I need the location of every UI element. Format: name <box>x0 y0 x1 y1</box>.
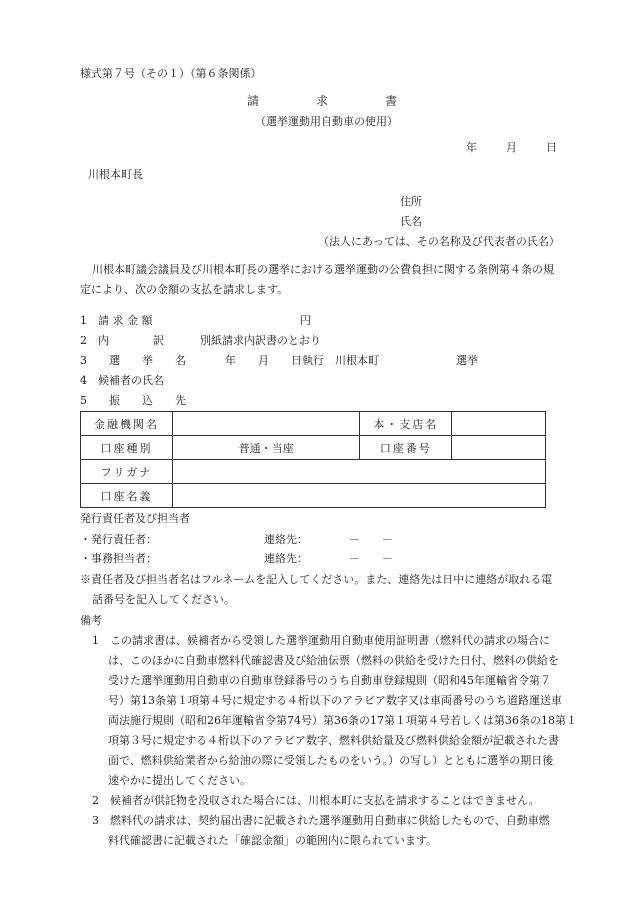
remark-3-line-1: 3 燃料代の請求は、契約届出書に記載された選挙運動用自動車に供給したもので、自動車燃 <box>92 814 550 827</box>
title-char-1: 請 <box>247 94 260 108</box>
remark-1-line-4: 号）第13条第１項第４号に規定する４桁以下のアラビア数字又は車両番号のうち道路運送車 <box>108 694 562 707</box>
bank-account-table <box>80 411 546 508</box>
table-row <box>81 412 546 436</box>
account-number-field[interactable] <box>452 436 546 460</box>
issuer-row: ・発行責任者： 連絡先： － － <box>80 533 393 546</box>
table-row <box>81 436 546 460</box>
remark-1-line-7: 面で、燃料供給業者から給油の際に受領したものをいう。）の写し）とともに選挙の期日後 <box>108 754 554 767</box>
date-month: 月 <box>506 141 517 154</box>
addressee: 川根本町長 <box>88 168 143 181</box>
item-transfer-destination: 5 振 込 先 <box>80 394 186 407</box>
account-holder-field[interactable] <box>173 484 546 508</box>
title-char-2: 求 <box>316 94 329 108</box>
account-type-label: 口座種別 <box>81 436 173 460</box>
responsible-heading: 発行責任者及び担当者 <box>80 512 190 525</box>
clerk-row: ・事務担当者： 連絡先： － － <box>80 552 393 565</box>
date-day: 日 <box>546 141 557 154</box>
furigana-label: フリガナ <box>81 460 173 484</box>
item-candidate-name: 4 候補者の氏名 <box>80 374 164 387</box>
corporation-note: （法人にあっては、その名称及び代表者の氏名） <box>318 235 560 248</box>
table-row <box>81 484 546 508</box>
branch-name-field[interactable] <box>452 412 546 436</box>
item-request-amount: 1 請 求 金 額 円 <box>80 314 311 327</box>
form-number: 様式第７号（その１）（第６条関係） <box>80 67 262 80</box>
title-char-3: 書 <box>385 94 398 108</box>
account-holder-label: 口座名義 <box>81 484 173 508</box>
date-year: 年 <box>466 141 477 154</box>
item-breakdown: 2 内 訳 別紙請求内訳書のとおり <box>80 334 321 347</box>
remarks-heading: 備考 <box>80 614 102 627</box>
note-line-2: 話番号を記入してください。 <box>92 593 235 606</box>
item-election-name: 3 選 挙 名 年 月 日執行 川根本町 選挙 <box>80 354 478 367</box>
remark-1-line-6: 項第３号に規定する４桁以下のアラビア数字、燃料供給量及び燃料供給金額が記載された書 <box>108 734 559 747</box>
remark-1-line-1: 1 この請求書は、候補者から受領した選挙運動用自動車使用証明書（燃料代の請求の場合に <box>92 634 550 647</box>
bank-name-label: 金融機関名 <box>81 412 173 436</box>
name-label: 氏名 <box>400 215 422 228</box>
account-number-label: 口座番号 <box>360 436 452 460</box>
remark-1-line-3: 受けた選挙運動用自動車の自動車登録番号のうち自動車登録規則（昭和45年運輸省令第７ <box>108 674 551 687</box>
body-text-line-1: 川根本町議会議員及び川根本町長の選挙における選挙運動の公費負担に関する条例第４条の規 <box>92 263 554 276</box>
furigana-field[interactable] <box>173 460 546 484</box>
note-line-1: ※責任者及び担当者名はフルネームを記入してください。また、連絡先は日中に連絡が取れる電 <box>80 573 553 586</box>
document-subtitle: （選挙運動用自動車の使用） <box>255 115 398 128</box>
branch-name-label: 本・支店名 <box>360 412 452 436</box>
remark-3-line-2: 料代確認書に記載された「確認金額」の範囲内に限られています。 <box>108 834 438 847</box>
remark-1-line-5: 両法施行規則（昭和26年運輸省令第74号）第36条の17第１項第４号若しくは第36条の18第１ <box>108 714 577 727</box>
table-row <box>81 460 546 484</box>
remark-1-line-8: 速やかに提出してください。 <box>108 774 251 787</box>
account-type-value[interactable]: 普通・当座 <box>173 436 360 460</box>
date-line <box>466 141 557 154</box>
address-label: 住所 <box>400 195 422 208</box>
remark-2: 2 候補者が供託物を没収された場合には、川根本町に支払を請求することはできません。 <box>92 794 540 807</box>
bank-name-field[interactable] <box>173 412 360 436</box>
remark-1-line-2: は、このほかに自動車燃料代確認書及び給油伝票（燃料の供給を受けた日付、燃料の供給を <box>108 654 559 667</box>
body-text-line-2: 定により、次の金額の支払を請求します。 <box>80 283 289 296</box>
